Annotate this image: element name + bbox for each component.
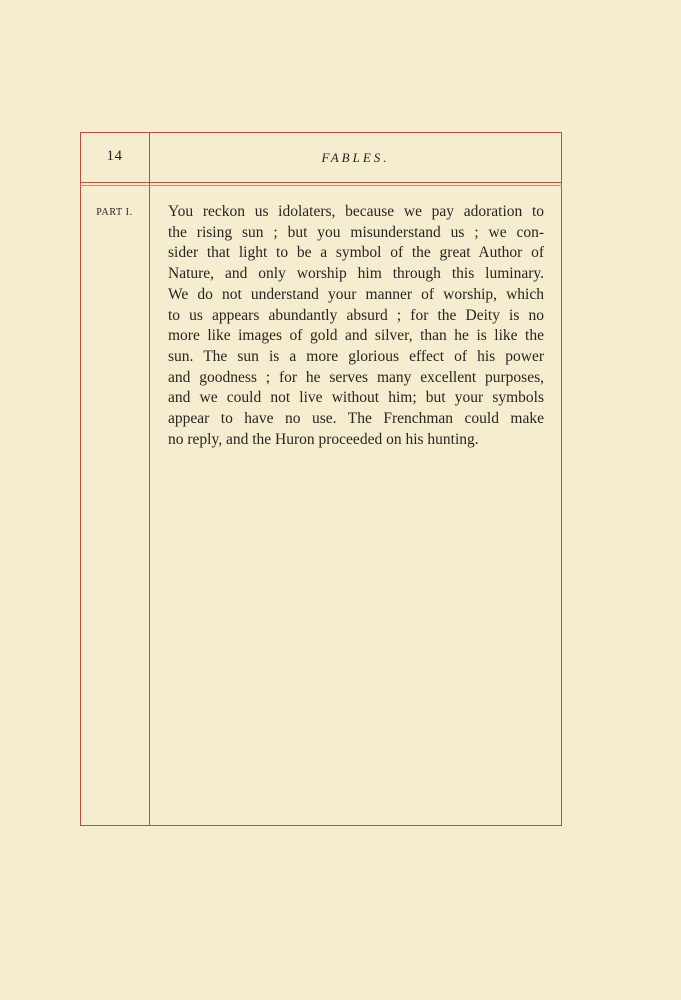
- text-line: no reply, and the Huron proceeded on his hunting.: [168, 430, 479, 448]
- text-line: and goodness ; for he serves many excellent purposes,: [168, 368, 544, 386]
- text-line: appear to have no use. The Frenchman could make: [168, 410, 544, 428]
- text-line: more like images of gold and silver, than he is like the: [168, 327, 544, 345]
- header-rule-inner: [80, 185, 562, 186]
- text-line: You reckon us idolaters, because we pay adoration to: [168, 203, 544, 220]
- header-rule: [80, 182, 562, 183]
- text-line: sun. The sun is a more glorious effect of his power: [168, 347, 544, 365]
- part-label: PART I.: [96, 207, 133, 218]
- body-paragraph: [168, 202, 544, 450]
- text-line: the rising sun ; but you misunderstand us ; we con-: [168, 223, 544, 241]
- text-line: We do not understand your manner of worship, which: [168, 285, 544, 303]
- text-line: and we could not live without him; but your symbols: [168, 389, 544, 407]
- margin-column-rule: [149, 132, 150, 826]
- page-number: 14: [106, 148, 123, 164]
- text-line: Nature, and only worship him through this luminary.: [168, 265, 544, 283]
- running-title: FABLES.: [321, 150, 390, 165]
- text-line: to us appears abundantly absurd ; for the Deity is no: [168, 306, 544, 324]
- text-line: sider that light to be a symbol of the great Author of: [168, 244, 544, 262]
